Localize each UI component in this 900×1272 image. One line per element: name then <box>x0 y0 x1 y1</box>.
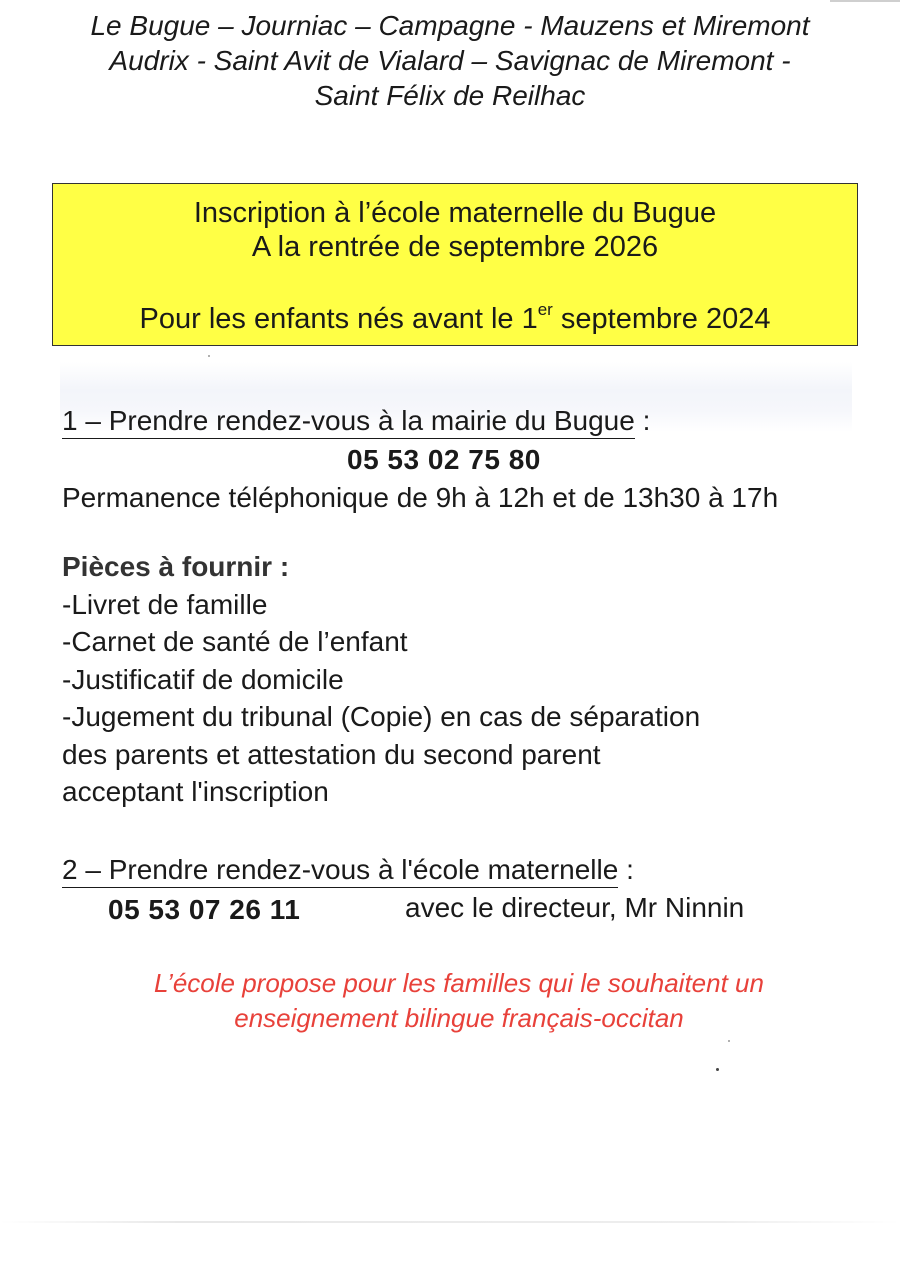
communes-line-3: Saint Félix de Reilhac <box>314 80 586 111</box>
scan-edge-mark <box>830 0 900 2</box>
banner-eligibility-date: septembre 2024 <box>552 303 771 335</box>
bilingual-note <box>0 966 900 1036</box>
communes-line-1: Le Bugue – Journiac – Campagne - Mauzens et Miremont <box>90 10 810 41</box>
mairie-hours: Permanence téléphonique de 9h à 12h et de 13h30 à 17h <box>62 482 779 513</box>
step1-title-row <box>62 405 650 439</box>
documents-list <box>62 548 700 811</box>
banner-eligibility-text: Pour les enfants nés avant le 1 <box>139 303 538 335</box>
scan-speck <box>208 355 210 357</box>
banner-title: Inscription à l’école maternelle du Bugue <box>193 197 717 229</box>
school-phone-number: 05 53 07 26 11 <box>108 894 301 925</box>
mairie-phone-number: 05 53 02 75 80 <box>347 444 541 475</box>
bilingual-note-line-1: L’école propose pour les familles qui le souhaitent un <box>154 968 764 998</box>
document-item: -Justificatif de domicile <box>62 663 344 695</box>
step2-colon: : <box>618 854 634 885</box>
step2-title: 2 – Prendre rendez-vous à l'école maternelle <box>62 854 618 888</box>
document-item: -Carnet de santé de l’enfant <box>62 626 408 657</box>
banner-eligibility-superscript: er <box>537 300 553 320</box>
document-item: acceptant l'inscription <box>62 776 329 807</box>
scan-speck <box>716 1068 719 1071</box>
banner-eligibility <box>53 302 857 336</box>
school-contact: avec le directeur, Mr Ninnin <box>405 892 745 923</box>
scan-bottom-edge <box>0 1221 900 1223</box>
step2-title-row <box>62 854 634 888</box>
communes-header <box>0 8 900 113</box>
bilingual-note-line-2: enseignement bilingue français-occitan <box>234 1003 684 1033</box>
documents-heading: Pièces à fournir : <box>62 551 290 582</box>
document-item: des parents et attestation du second parent <box>62 738 601 770</box>
enrollment-banner <box>52 183 858 346</box>
banner-subtitle: A la rentrée de septembre 2026 <box>251 231 659 263</box>
step1-title: 1 – Prendre rendez-vous à la mairie du Bugue <box>62 405 635 439</box>
step1-colon: : <box>634 405 651 436</box>
scan-speck <box>728 1040 730 1042</box>
document-item: -Jugement du tribunal (Copie) en cas de séparation <box>62 701 701 732</box>
communes-line-2: Audrix - Saint Avit de Vialard – Savignac de Miremont - <box>109 45 791 76</box>
document-item: -Livret de famille <box>62 588 268 620</box>
